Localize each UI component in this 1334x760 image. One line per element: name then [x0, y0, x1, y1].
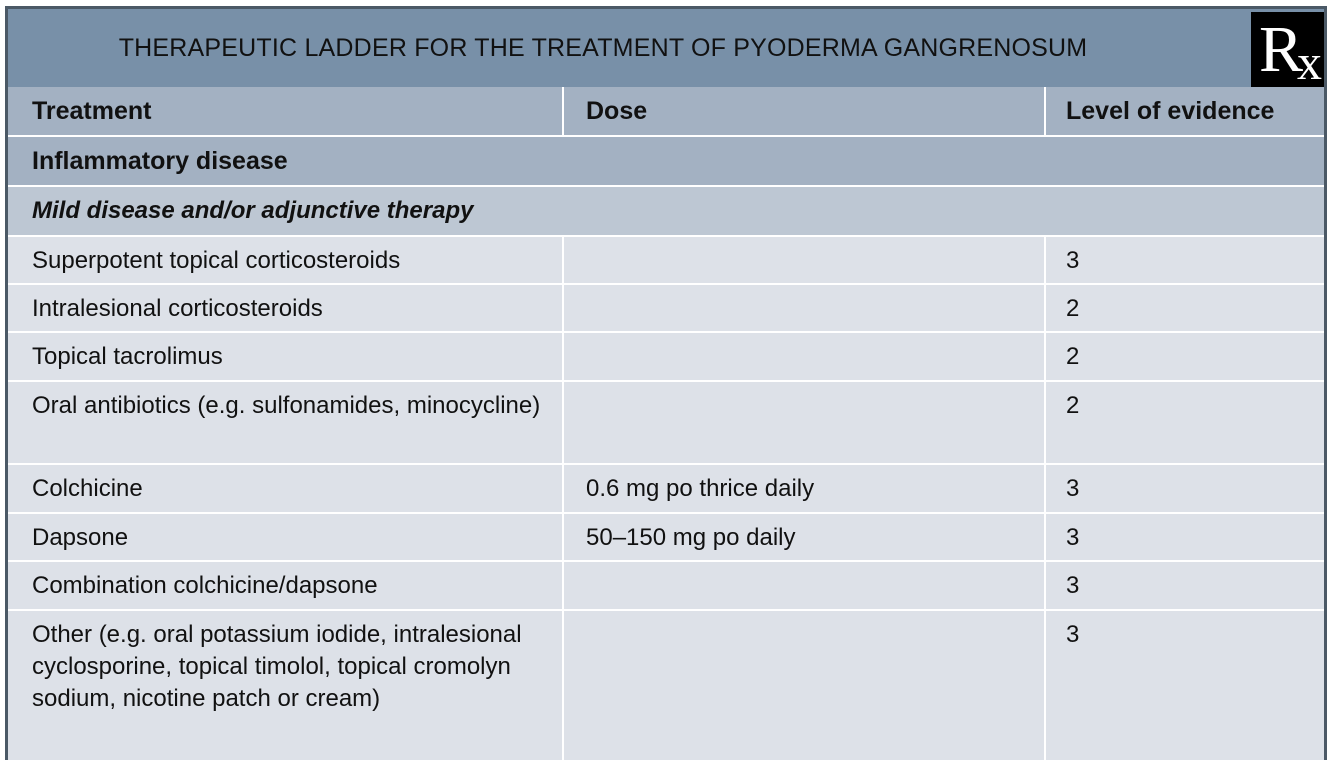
evidence-cell: 2: [1044, 333, 1324, 380]
dose-cell: [562, 333, 1044, 380]
evidence-cell: 3: [1044, 514, 1324, 560]
table-row: [8, 611, 1324, 760]
table-title-bar: [8, 9, 1324, 87]
table-title: THERAPEUTIC LADDER FOR THE TREATMENT OF PYODERMA GANGRENOSUM: [118, 34, 1088, 62]
treatment-cell: Other (e.g. oral potassium iodide, intralesional cyclosporine, topical timolol, topical cromolyn sodium, nicotine patch or cream): [32, 621, 522, 712]
treatment-cell: Colchicine: [32, 475, 143, 502]
treatment-cell: Dapsone: [32, 524, 129, 551]
section-label: Inflammatory disease: [32, 147, 288, 175]
therapy-table: [5, 6, 1327, 760]
table-row: [8, 382, 1324, 465]
table-row: [8, 465, 1324, 514]
dose-cell: [562, 237, 1044, 283]
section-row: [8, 137, 1324, 187]
treatment-cell: Intralesional corticosteroids: [32, 295, 323, 322]
table-row: [8, 514, 1324, 562]
dose-cell: 0.6 mg po thrice daily: [562, 465, 1044, 512]
evidence-cell: 2: [1044, 285, 1324, 331]
dose-cell: 50–150 mg po daily: [562, 514, 1044, 560]
evidence-cell: 3: [1044, 465, 1324, 512]
dose-cell: [562, 285, 1044, 331]
treatment-cell: Combination colchicine/dapsone: [32, 572, 378, 599]
evidence-cell: 3: [1044, 611, 1324, 760]
column-header-evidence: Level of evidence: [1044, 87, 1324, 135]
treatment-cell: Topical tacrolimus: [32, 343, 223, 370]
column-header-dose: Dose: [562, 87, 1044, 135]
dose-cell: [562, 562, 1044, 609]
table-row: [8, 237, 1324, 285]
subsection-label: Mild disease and/or adjunctive therapy: [32, 197, 474, 224]
table-header-row: [8, 87, 1324, 137]
column-header-treatment: Treatment: [32, 97, 152, 125]
table-row: [8, 285, 1324, 333]
treatment-cell: Oral antibiotics (e.g. sulfonamides, minocycline): [32, 392, 541, 419]
subsection-row: [8, 187, 1324, 237]
treatment-cell: Superpotent topical corticosteroids: [32, 247, 401, 274]
evidence-cell: 3: [1044, 562, 1324, 609]
evidence-cell: 2: [1044, 382, 1324, 463]
dose-cell: [562, 611, 1044, 760]
evidence-cell: 3: [1044, 237, 1324, 283]
rx-logo-icon: Rx: [1251, 12, 1324, 87]
table-row: [8, 562, 1324, 611]
table-row: [8, 333, 1324, 382]
dose-cell: [562, 382, 1044, 463]
